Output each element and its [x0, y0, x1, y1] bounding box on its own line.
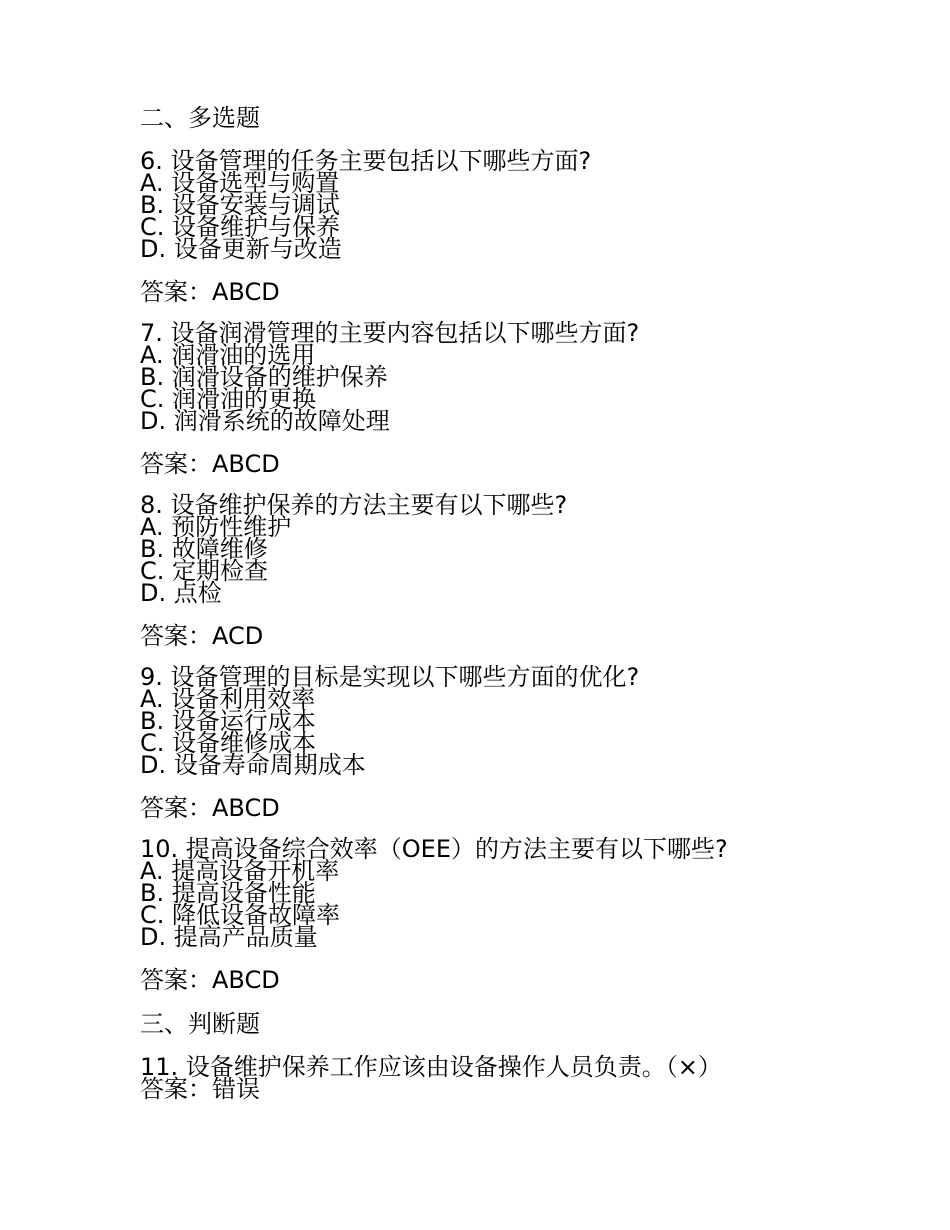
option-a: A. 设备利用效率 — [140, 685, 316, 713]
option-b: B. 故障维修 — [140, 535, 268, 563]
option-d: D. 提高产品质量 — [140, 923, 318, 951]
option-c: C. 润滑油的更换 — [140, 385, 317, 413]
answer: 答案：ACD — [140, 622, 264, 650]
question-text: 6. 设备管理的任务主要包括以下哪些方面? — [140, 147, 592, 175]
option-b: B. 润滑设备的维护保养 — [140, 363, 388, 391]
section-title-true-false: 三、判断题 — [140, 1010, 260, 1038]
question-10 — [140, 835, 920, 994]
question-8 — [140, 491, 920, 650]
option-a: A. 润滑油的选用 — [140, 341, 316, 369]
option-d: D. 点检 — [140, 579, 222, 607]
option-c: C. 设备维护与保养 — [140, 213, 341, 241]
option-d: D. 润滑系统的故障处理 — [140, 407, 390, 435]
answer: 答案：ABCD — [140, 278, 280, 306]
option-b: B. 设备运行成本 — [140, 707, 316, 735]
option-a: A. 设备选型与购置 — [140, 169, 340, 197]
option-b: B. 设备安装与调试 — [140, 191, 340, 219]
document-page — [140, 104, 920, 1116]
question-text: 7. 设备润滑管理的主要内容包括以下哪些方面? — [140, 319, 640, 347]
answer: 答案：错误 — [140, 1075, 260, 1103]
option-d: D. 设备更新与改造 — [140, 235, 342, 263]
question-text: 9. 设备管理的目标是实现以下哪些方面的优化? — [140, 663, 640, 691]
option-a: A. 提高设备开机率 — [140, 857, 340, 885]
question-11 — [140, 1053, 920, 1103]
section-title-multiple-choice: 二、多选题 — [140, 104, 260, 132]
answer: 答案：ABCD — [140, 794, 280, 822]
question-text: 10. 提高设备综合效率（OEE）的方法主要有以下哪些? — [140, 835, 728, 863]
question-7 — [140, 319, 920, 478]
option-d: D. 设备寿命周期成本 — [140, 751, 366, 779]
question-text: 11. 设备维护保养工作应该由设备操作人员负责。（×） — [140, 1053, 722, 1081]
answer: 答案：ABCD — [140, 450, 280, 478]
option-c: C. 降低设备故障率 — [140, 901, 341, 929]
answer: 答案：ABCD — [140, 966, 280, 994]
option-c: C. 定期检查 — [140, 557, 269, 585]
option-c: C. 设备维修成本 — [140, 729, 317, 757]
option-b: B. 提高设备性能 — [140, 879, 316, 907]
question-6 — [140, 147, 920, 306]
question-text: 8. 设备维护保养的方法主要有以下哪些? — [140, 491, 568, 519]
question-9 — [140, 663, 920, 822]
option-a: A. 预防性维护 — [140, 513, 292, 541]
